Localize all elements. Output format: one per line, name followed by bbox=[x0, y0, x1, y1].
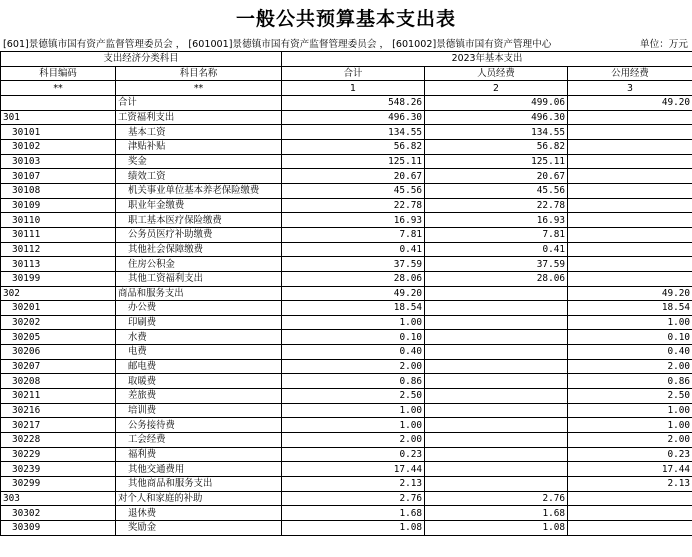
row-name: 商品和服务支出 bbox=[116, 286, 282, 301]
row-name: 职业年金缴费 bbox=[116, 198, 282, 213]
row-public bbox=[568, 139, 692, 154]
row-personnel bbox=[425, 418, 568, 433]
row-name: 机关事业单位基本养老保险缴费 bbox=[116, 183, 282, 198]
row-name: 电费 bbox=[116, 345, 282, 360]
row-code: 30109 bbox=[1, 198, 116, 213]
row-name: 退休费 bbox=[116, 506, 282, 521]
row-name: 差旅费 bbox=[116, 389, 282, 404]
table-row bbox=[1, 169, 692, 184]
table-row bbox=[1, 359, 692, 374]
row-total: 2.13 bbox=[282, 477, 425, 492]
row-code: 30302 bbox=[1, 506, 116, 521]
table-row bbox=[1, 330, 692, 345]
row-name: 奖金 bbox=[116, 154, 282, 169]
row-name: 工会经费 bbox=[116, 433, 282, 448]
table-row bbox=[1, 506, 692, 521]
row-code: 30217 bbox=[1, 418, 116, 433]
row-name: 奖励金 bbox=[116, 521, 282, 536]
table-row bbox=[1, 389, 692, 404]
row-code: 30207 bbox=[1, 359, 116, 374]
row-total: 1.08 bbox=[282, 521, 425, 536]
table-row bbox=[1, 301, 692, 316]
row-total: 1.00 bbox=[282, 315, 425, 330]
table-row bbox=[1, 447, 692, 462]
row-total: 1.00 bbox=[282, 418, 425, 433]
row-personnel: 56.82 bbox=[425, 139, 568, 154]
row-personnel: 0.41 bbox=[425, 242, 568, 257]
row-personnel bbox=[425, 389, 568, 404]
row-personnel bbox=[425, 330, 568, 345]
row-public: 2.13 bbox=[568, 477, 692, 492]
table-row bbox=[1, 345, 692, 360]
row-personnel bbox=[425, 286, 568, 301]
table-row bbox=[1, 286, 692, 301]
row-total: 0.10 bbox=[282, 330, 425, 345]
header-group-budget: 2023年基本支出 bbox=[282, 52, 692, 67]
row-name: 培训费 bbox=[116, 403, 282, 418]
table-row bbox=[1, 125, 692, 140]
row-total: 2.76 bbox=[282, 491, 425, 506]
row-name: 合计 bbox=[116, 95, 282, 110]
row-code: 30102 bbox=[1, 139, 116, 154]
row-name: 基本工资 bbox=[116, 125, 282, 140]
row-public bbox=[568, 257, 692, 272]
table-row bbox=[1, 491, 692, 506]
row-name: 其他工资福利支出 bbox=[116, 271, 282, 286]
row-total: 22.78 bbox=[282, 198, 425, 213]
row-public bbox=[568, 169, 692, 184]
row-personnel bbox=[425, 403, 568, 418]
row-code: 30113 bbox=[1, 257, 116, 272]
row-personnel: 45.56 bbox=[425, 183, 568, 198]
row-public bbox=[568, 506, 692, 521]
row-personnel: 16.93 bbox=[425, 213, 568, 228]
row-code: 30239 bbox=[1, 462, 116, 477]
row-total: 18.54 bbox=[282, 301, 425, 316]
row-personnel: 1.68 bbox=[425, 506, 568, 521]
row-code: 30103 bbox=[1, 154, 116, 169]
row-personnel: 20.67 bbox=[425, 169, 568, 184]
row-total: 20.67 bbox=[282, 169, 425, 184]
header-idx-public: 3 bbox=[568, 81, 692, 96]
row-public: 2.50 bbox=[568, 389, 692, 404]
row-name: 取暖费 bbox=[116, 374, 282, 389]
header-col-public: 公用经费 bbox=[568, 66, 692, 81]
row-total: 2.00 bbox=[282, 433, 425, 448]
row-personnel: 1.08 bbox=[425, 521, 568, 536]
row-personnel: 37.59 bbox=[425, 257, 568, 272]
header-idx-personnel: 2 bbox=[425, 81, 568, 96]
row-public bbox=[568, 521, 692, 536]
row-total: 134.55 bbox=[282, 125, 425, 140]
row-personnel: 7.81 bbox=[425, 227, 568, 242]
row-public bbox=[568, 271, 692, 286]
table-row bbox=[1, 110, 692, 125]
row-name: 公务员医疗补助缴费 bbox=[116, 227, 282, 242]
row-name: 其他交通费用 bbox=[116, 462, 282, 477]
row-personnel: 496.30 bbox=[425, 110, 568, 125]
row-name: 职工基本医疗保险缴费 bbox=[116, 213, 282, 228]
row-code: 30216 bbox=[1, 403, 116, 418]
row-public: 2.00 bbox=[568, 433, 692, 448]
row-public bbox=[568, 198, 692, 213]
row-code: 30199 bbox=[1, 271, 116, 286]
row-public: 17.44 bbox=[568, 462, 692, 477]
row-personnel bbox=[425, 315, 568, 330]
row-code: 30309 bbox=[1, 521, 116, 536]
row-public bbox=[568, 227, 692, 242]
row-code: 30206 bbox=[1, 345, 116, 360]
row-public bbox=[568, 110, 692, 125]
row-name: 对个人和家庭的补助 bbox=[116, 491, 282, 506]
row-public bbox=[568, 242, 692, 257]
table-row bbox=[1, 403, 692, 418]
row-public bbox=[568, 491, 692, 506]
table-row bbox=[1, 154, 692, 169]
row-public: 1.00 bbox=[568, 403, 692, 418]
row-name: 住房公积金 bbox=[116, 257, 282, 272]
row-code: 30201 bbox=[1, 301, 116, 316]
row-code: 30111 bbox=[1, 227, 116, 242]
row-public: 0.40 bbox=[568, 345, 692, 360]
row-code: 30110 bbox=[1, 213, 116, 228]
unit-label: 单位：万元 bbox=[640, 39, 688, 50]
row-public bbox=[568, 125, 692, 140]
row-code: 30205 bbox=[1, 330, 116, 345]
table-row bbox=[1, 257, 692, 272]
row-total: 1.68 bbox=[282, 506, 425, 521]
table-row bbox=[1, 95, 692, 110]
row-total: 0.40 bbox=[282, 345, 425, 360]
row-public: 0.23 bbox=[568, 447, 692, 462]
row-personnel: 134.55 bbox=[425, 125, 568, 140]
row-public: 49.20 bbox=[568, 286, 692, 301]
table-row bbox=[1, 183, 692, 198]
row-public bbox=[568, 183, 692, 198]
page-title: 一般公共预算基本支出表 bbox=[235, 8, 456, 30]
row-personnel bbox=[425, 345, 568, 360]
row-total: 496.30 bbox=[282, 110, 425, 125]
row-public: 0.10 bbox=[568, 330, 692, 345]
header-idx-total: 1 bbox=[282, 81, 425, 96]
row-total: 7.81 bbox=[282, 227, 425, 242]
row-code: 301 bbox=[1, 110, 116, 125]
row-total: 49.20 bbox=[282, 286, 425, 301]
row-name: 福利费 bbox=[116, 447, 282, 462]
table-row bbox=[1, 198, 692, 213]
row-name: 绩效工资 bbox=[116, 169, 282, 184]
row-name: 公务接待费 bbox=[116, 418, 282, 433]
row-personnel bbox=[425, 462, 568, 477]
row-code: 30299 bbox=[1, 477, 116, 492]
row-code: 30208 bbox=[1, 374, 116, 389]
row-code: 30229 bbox=[1, 447, 116, 462]
row-code: 30101 bbox=[1, 125, 116, 140]
row-name: 办公费 bbox=[116, 301, 282, 316]
row-personnel: 499.06 bbox=[425, 95, 568, 110]
header-star-code: ** bbox=[1, 81, 116, 96]
row-personnel: 2.76 bbox=[425, 491, 568, 506]
row-total: 125.11 bbox=[282, 154, 425, 169]
row-public: 2.00 bbox=[568, 359, 692, 374]
table-row bbox=[1, 315, 692, 330]
row-total: 0.23 bbox=[282, 447, 425, 462]
row-personnel bbox=[425, 477, 568, 492]
row-code: 302 bbox=[1, 286, 116, 301]
row-code: 303 bbox=[1, 491, 116, 506]
header-col-code: 科目编码 bbox=[1, 66, 116, 81]
row-code: 30108 bbox=[1, 183, 116, 198]
row-total: 548.26 bbox=[282, 95, 425, 110]
table-row bbox=[1, 227, 692, 242]
row-name: 工资福利支出 bbox=[116, 110, 282, 125]
table-row bbox=[1, 374, 692, 389]
row-code: 30211 bbox=[1, 389, 116, 404]
row-name: 津贴补贴 bbox=[116, 139, 282, 154]
row-total: 56.82 bbox=[282, 139, 425, 154]
header-group-class: 支出经济分类科目 bbox=[1, 52, 282, 67]
row-personnel bbox=[425, 301, 568, 316]
table-row bbox=[1, 418, 692, 433]
row-public bbox=[568, 213, 692, 228]
header-col-total: 合计 bbox=[282, 66, 425, 81]
row-public: 1.00 bbox=[568, 315, 692, 330]
table-header bbox=[1, 52, 692, 96]
table-row bbox=[1, 139, 692, 154]
row-personnel bbox=[425, 374, 568, 389]
row-personnel: 125.11 bbox=[425, 154, 568, 169]
row-total: 2.00 bbox=[282, 359, 425, 374]
header-col-name: 科目名称 bbox=[116, 66, 282, 81]
units-list: [601]景德镇市国有资产监督管理委员会 ， [601001]景德镇市国有资产监督管理委员会 ， [601002]景德镇市国有资产管理中心 bbox=[3, 39, 552, 50]
row-code: 30107 bbox=[1, 169, 116, 184]
row-code: 30228 bbox=[1, 433, 116, 448]
row-name: 印刷费 bbox=[116, 315, 282, 330]
row-total: 37.59 bbox=[282, 257, 425, 272]
row-name: 其他社会保障缴费 bbox=[116, 242, 282, 257]
row-public: 1.00 bbox=[568, 418, 692, 433]
table-row bbox=[1, 462, 692, 477]
budget-table bbox=[0, 51, 692, 536]
row-total: 17.44 bbox=[282, 462, 425, 477]
row-code: 30202 bbox=[1, 315, 116, 330]
row-total: 28.06 bbox=[282, 271, 425, 286]
table-row bbox=[1, 271, 692, 286]
row-public: 0.86 bbox=[568, 374, 692, 389]
table-row bbox=[1, 213, 692, 228]
table-body bbox=[1, 95, 692, 535]
row-total: 1.00 bbox=[282, 403, 425, 418]
row-public: 18.54 bbox=[568, 301, 692, 316]
table-row bbox=[1, 242, 692, 257]
subheader bbox=[0, 36, 692, 50]
row-code: 30112 bbox=[1, 242, 116, 257]
row-total: 0.41 bbox=[282, 242, 425, 257]
row-personnel bbox=[425, 433, 568, 448]
row-name: 邮电费 bbox=[116, 359, 282, 374]
row-personnel bbox=[425, 359, 568, 374]
row-total: 16.93 bbox=[282, 213, 425, 228]
row-public: 49.20 bbox=[568, 95, 692, 110]
table-row bbox=[1, 433, 692, 448]
row-personnel: 28.06 bbox=[425, 271, 568, 286]
row-public bbox=[568, 154, 692, 169]
row-name: 水费 bbox=[116, 330, 282, 345]
row-code bbox=[1, 95, 116, 110]
row-personnel bbox=[425, 447, 568, 462]
row-total: 2.50 bbox=[282, 389, 425, 404]
table-row bbox=[1, 477, 692, 492]
row-name: 其他商品和服务支出 bbox=[116, 477, 282, 492]
row-total: 45.56 bbox=[282, 183, 425, 198]
row-total: 0.86 bbox=[282, 374, 425, 389]
header-star-name: ** bbox=[116, 81, 282, 96]
table-row bbox=[1, 521, 692, 536]
row-personnel: 22.78 bbox=[425, 198, 568, 213]
header-col-personnel: 人员经费 bbox=[425, 66, 568, 81]
